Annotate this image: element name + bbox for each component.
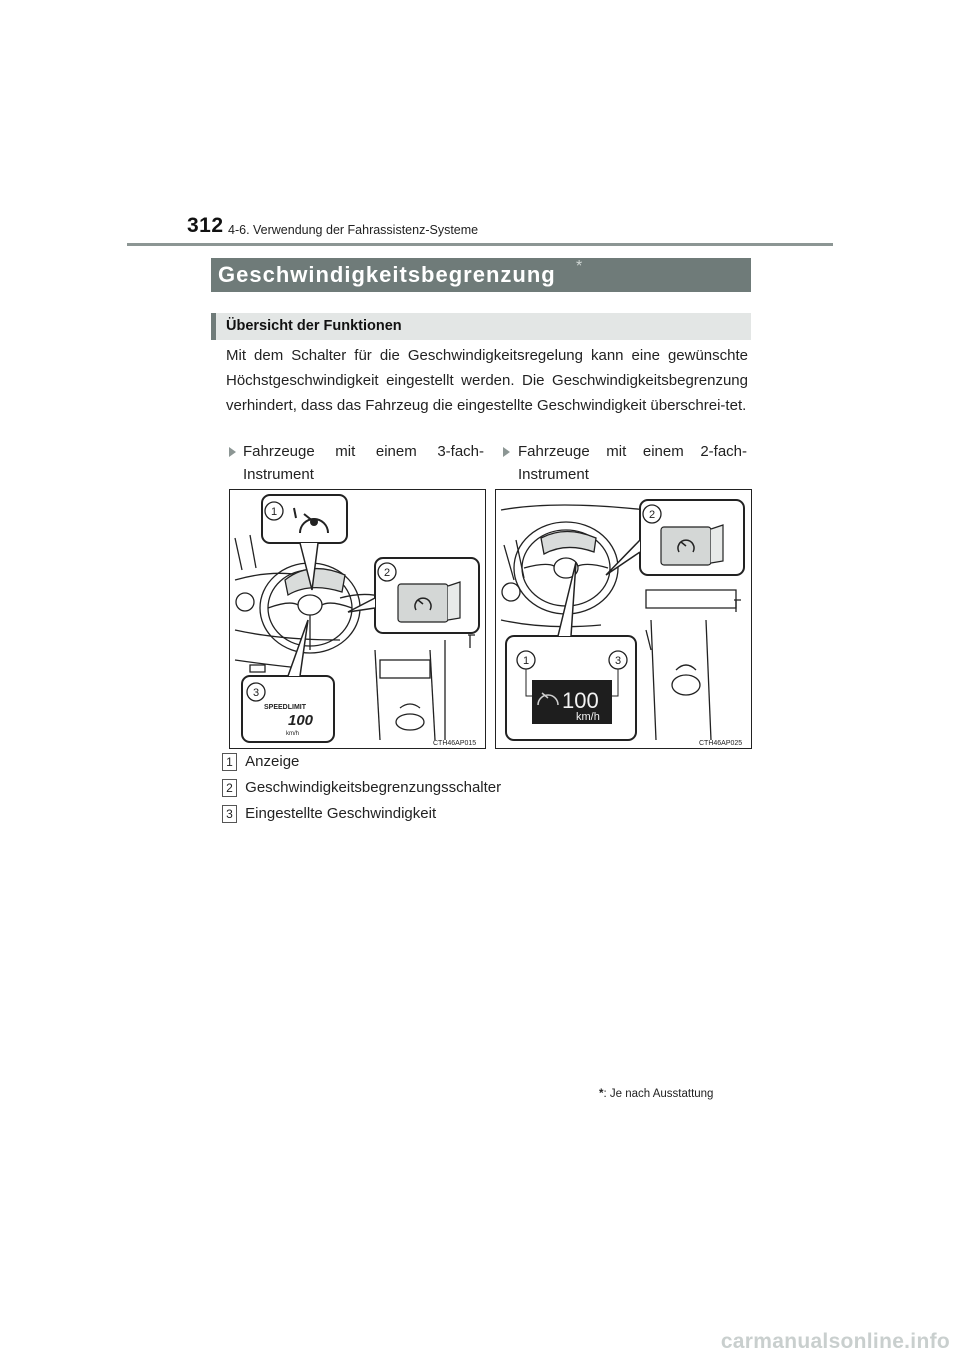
callout-number: 3 — [614, 655, 622, 667]
column-line2: Instrument — [243, 466, 314, 483]
figure-code: CTH46AP015 — [433, 740, 477, 747]
column-word: mit — [335, 443, 356, 460]
legend-item — [222, 779, 501, 797]
footnote-text: : Je nach Ausstattung — [603, 1088, 714, 1100]
callout-number: 3 — [252, 687, 260, 699]
display-speed-value: 100 — [288, 712, 314, 729]
footnote-symbol: * — [599, 1088, 604, 1100]
display-speed-unit: km/h — [576, 711, 600, 723]
column-word: 3-fach- — [437, 443, 484, 460]
section-accent — [211, 313, 216, 340]
legend-label: Geschwindigkeitsbegrenzungsschalter — [245, 779, 502, 796]
column-word: Fahrzeuge — [518, 443, 590, 460]
column-word: einem — [375, 443, 417, 460]
dashboard-illustration — [230, 490, 485, 748]
callout-number: 1 — [270, 506, 278, 518]
display-speedlimit-label: SPEEDLIMIT — [264, 704, 307, 711]
legend-number: 2 — [222, 779, 237, 797]
dashboard-illustration — [496, 490, 751, 748]
body-paragraph: Mit dem Schalter für die Geschwindigkeitsregelung kann eine gewünschte Höchstgeschwindigkeit eingestellt werden. Die Geschwindigkeitsbegrenzung verhindert, dass das Fahrzeug die eingestellte Geschwindigkeit überschrei-tet. — [226, 347, 748, 414]
column-word: 2-fach- — [700, 443, 747, 460]
footnote — [599, 1088, 713, 1100]
page-title: Geschwindigkeitsbegrenzung — [218, 262, 556, 287]
column-item-2-fach — [518, 440, 747, 486]
display-speed-unit: km/h — [286, 731, 300, 737]
legend-item — [222, 805, 436, 823]
legend-number: 1 — [222, 753, 237, 771]
column-word: einem — [642, 443, 684, 460]
bullet-triangle-icon — [229, 447, 236, 457]
callout-number: 2 — [383, 567, 391, 579]
legend-label: Anzeige — [245, 753, 300, 770]
watermark: carmanualsonline.info — [720, 1330, 950, 1353]
column-item-3-fach — [243, 440, 484, 486]
page-number: 312 — [187, 214, 224, 237]
callout-number: 2 — [648, 509, 656, 521]
column-word: mit — [606, 443, 627, 460]
chapter-title: 4-6. Verwendung der Fahrassistenz-Systeme — [228, 223, 479, 237]
column-word: Fahrzeuge — [243, 443, 315, 460]
callout-number: 1 — [522, 655, 530, 667]
display-speed-value: 100 — [562, 688, 599, 713]
header-rule — [127, 243, 833, 246]
legend-number: 3 — [222, 805, 237, 823]
legend-item — [222, 753, 299, 771]
title-asterisk: * — [576, 258, 583, 275]
figure-3-fach-instrument — [229, 489, 486, 749]
figure-code: CTH46AP025 — [699, 740, 743, 747]
figure-2-fach-instrument — [495, 489, 752, 749]
legend-label: Eingestellte Geschwindigkeit — [245, 805, 437, 822]
column-line2: Instrument — [518, 466, 589, 483]
section-heading: Übersicht der Funktionen — [226, 318, 402, 334]
bullet-triangle-icon — [503, 447, 510, 457]
